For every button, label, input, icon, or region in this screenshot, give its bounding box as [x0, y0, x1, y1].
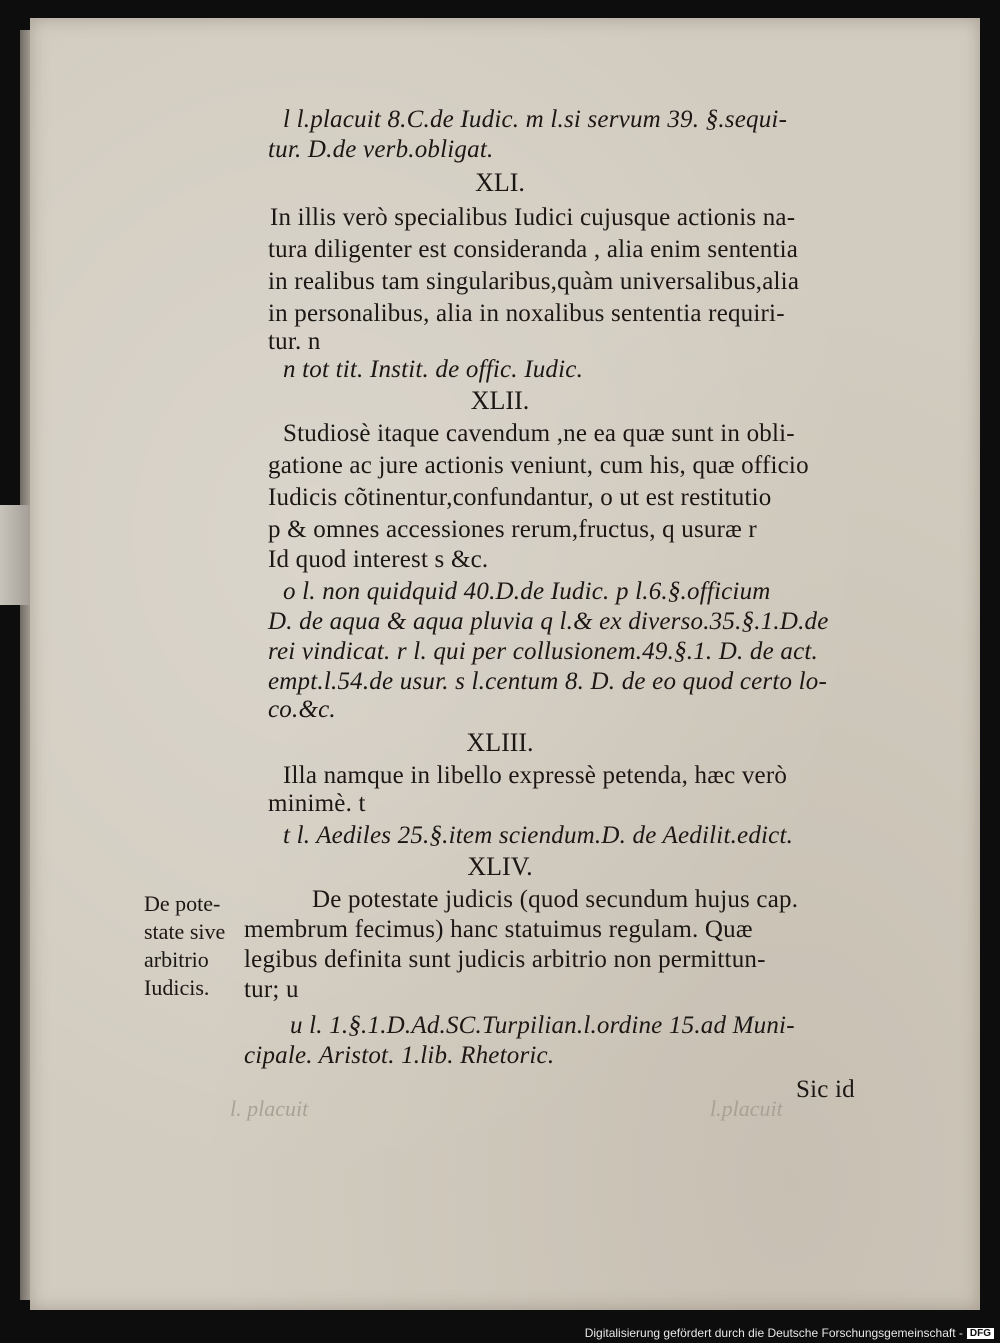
text-line: membrum fecimus) hanc statuimus regulam. Quæ	[244, 916, 753, 943]
text-line: p & omnes accessiones rerum,fructus, q usuræ r	[268, 516, 757, 543]
footnote-line: empt.l.54.de usur. s l.centum 8. D. de eo quod certo lo-	[268, 668, 828, 695]
footnote-line: u l. 1.§.1.D.Ad.SC.Turpilian.l.ordine 15.ad Muni-	[290, 1012, 795, 1039]
text-line: Illa namque in libello expressè petenda, hæc verò	[283, 762, 788, 789]
text-line: tur; u	[244, 976, 299, 1003]
text-line: De potestate judicis (quod secundum hujus cap.	[312, 886, 799, 913]
margin-note-line: Iudicis.	[144, 975, 210, 1000]
text-line: tur. n	[268, 328, 321, 355]
digitization-footer	[585, 1326, 994, 1340]
dfg-logo-icon: DFG	[967, 1328, 994, 1339]
footnote-line: rei vindicat. r l. qui per collusionem.49.§.1. D. de act.	[268, 638, 818, 665]
footer-text: Digitalisierung gefördert durch die Deutsche Forschungsgemeinschaft -	[584, 1326, 963, 1340]
text-line: gatione ac jure actionis veniunt, cum his, quæ officio	[268, 452, 809, 479]
text-line: legibus definita sunt judicis arbitrio non permittun-	[244, 946, 766, 973]
footnote-line: tur. D.de verb.obligat.	[268, 136, 494, 163]
footnote-line: cipale. Aristot. 1.lib. Rhetoric.	[244, 1042, 555, 1069]
text-line: minimè. t	[268, 790, 366, 817]
section-heading: XLII.	[470, 386, 530, 415]
footnote-line: co.&c.	[268, 696, 336, 723]
margin-note-line: arbitrio	[144, 947, 209, 972]
text-line: tura diligenter est consideranda , alia enim sententia	[268, 236, 799, 263]
footnote-line: o l. non quidquid 40.D.de Iudic. p l.6.§.officium	[283, 578, 771, 605]
bleed-through-text: l. placuit	[230, 1096, 309, 1121]
text-line: in personalibus, alia in noxalibus sententia requiri-	[268, 300, 785, 327]
text-line: Studiosè itaque cavendum ,ne ea quæ sunt in obli-	[283, 420, 795, 447]
catchword: Sic id	[796, 1076, 855, 1103]
margin-note-line: state sive	[144, 919, 226, 944]
section-heading: XLIV.	[467, 852, 533, 881]
footnote-line: D. de aqua & aqua pluvia q l.& ex diverso.35.§.1.D.de	[268, 608, 829, 635]
text-line: In illis verò specialibus Iudici cujusque actionis na-	[270, 204, 796, 231]
section-heading: XLIII.	[466, 728, 534, 757]
footnote-line: t l. Aediles 25.§.item sciendum.D. de Aedilit.edict.	[283, 822, 794, 849]
bleed-through-text: l.placuit	[710, 1096, 783, 1121]
text-line: in realibus tam singularibus,quàm universalibus,alia	[268, 268, 800, 295]
text-line: Iudicis cõtinentur,confundantur, o ut est restitutio	[268, 484, 772, 511]
margin-note	[144, 890, 225, 1002]
footnote-line: n tot tit. Instit. de offic. Iudic.	[283, 356, 584, 383]
text-line: Id quod interest s &c.	[268, 546, 489, 573]
footnote-line: l l.placuit 8.C.de Iudic. m l.si servum 39. §.sequi-	[283, 106, 788, 133]
section-heading: XLI.	[475, 168, 525, 197]
margin-note-line: De pote-	[144, 891, 221, 916]
